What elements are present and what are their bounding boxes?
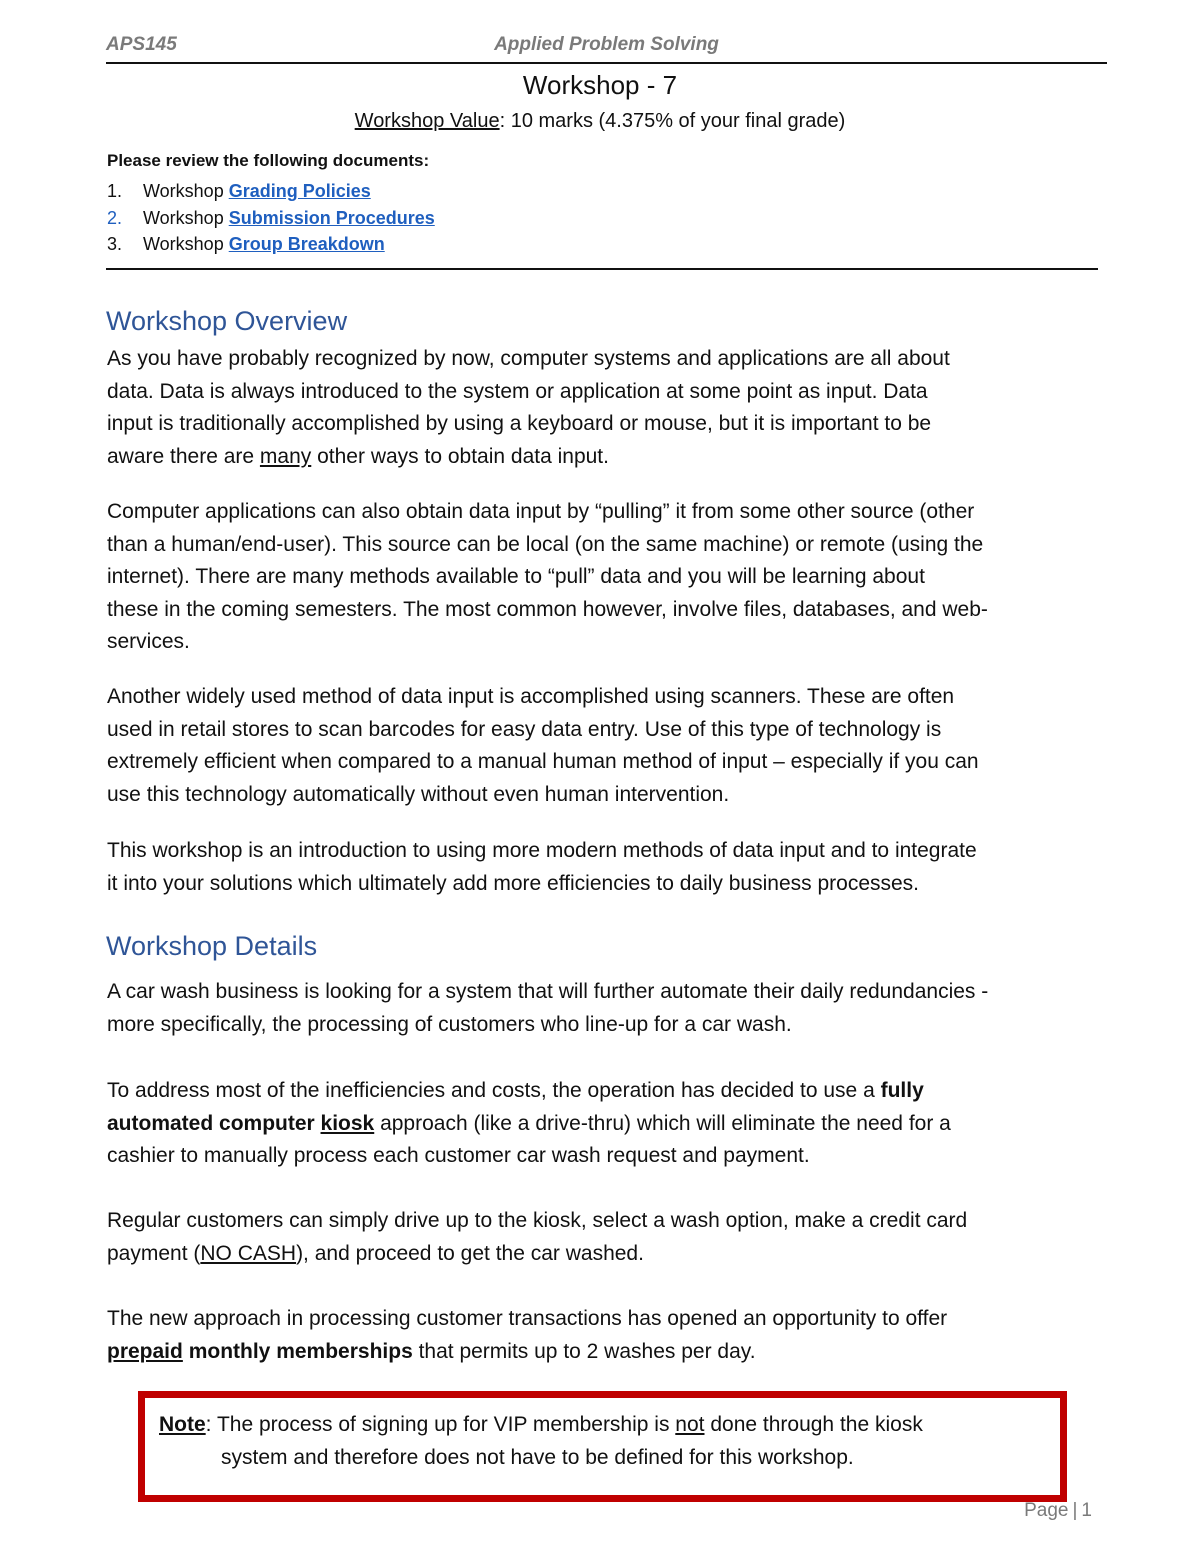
details-paragraph-2	[107, 1075, 1107, 1173]
text-line: As you have probably recognized by now, computer systems and applications are all about	[107, 347, 950, 370]
text-line: use this technology automatically without even human intervention.	[107, 782, 730, 806]
text-line: internet). There are many methods available to “pull” data and you will be learning about	[107, 565, 925, 589]
list-item	[107, 205, 435, 232]
overview-paragraph-4	[107, 835, 1107, 900]
page-title: Workshop - 7	[522, 70, 678, 100]
list-item	[107, 231, 435, 258]
text-line: it into your solutions which ultimately add more efficiencies to daily business processes.	[107, 871, 920, 895]
text-span: ), and proceed to get the car washed.	[296, 1241, 644, 1265]
review-heading: Please review the following documents:	[107, 151, 430, 170]
text-span: that permits up to 2 washes per day.	[412, 1339, 756, 1363]
text-span: : The process of signing up for VIP membership is	[205, 1413, 676, 1436]
course-code: APS145	[106, 34, 177, 55]
underlined-text: NO CASH	[200, 1241, 297, 1265]
underlined-text: not	[675, 1413, 705, 1436]
text-line: more specifically, the processing of customers who line-up for a car wash.	[107, 1012, 792, 1036]
grading-policies-link[interactable]: Grading Policies	[228, 181, 371, 201]
text-line: Computer applications can also obtain data input by “pulling” it from some other source (other	[107, 500, 975, 523]
note-label: Note	[159, 1413, 206, 1436]
text-line: these in the coming semesters. The most common however, involve files, databases, and web-	[107, 597, 988, 621]
text-line: input is traditionally accomplished by using a keyboard or mouse, but it is important to be	[107, 412, 932, 436]
text-line	[107, 1108, 1107, 1141]
text-line	[107, 1075, 1107, 1108]
text-span: To address most of the inefficiencies and costs, the operation has decided to use a	[107, 1079, 881, 1102]
details-heading: Workshop Details	[106, 931, 318, 961]
text-line: Another widely used method of data input is accomplished using scanners. These are often	[107, 685, 955, 708]
page-number: 1	[1081, 1500, 1092, 1521]
text-line	[107, 1336, 1107, 1369]
bold-text: fully	[880, 1079, 924, 1102]
bold-underlined-text: kiosk	[320, 1111, 375, 1135]
text-line: used in retail stores to scan barcodes for easy data entry. Use of this type of technology is	[107, 717, 942, 741]
page-header	[106, 34, 1107, 62]
text-line: extremely efficient when compared to a manual human method of input – especially if you can	[107, 750, 979, 774]
list-prefix: Workshop	[143, 207, 229, 228]
text-line: This workshop is an introduction to using more modern methods of data input and to integrate	[107, 839, 977, 862]
text-line	[107, 441, 1107, 474]
course-subject: Applied Problem Solving	[494, 34, 719, 55]
text-line: cashier to manually process each customer car wash request and payment.	[107, 1144, 810, 1168]
text-line: services.	[107, 630, 190, 654]
list-number: 3.	[107, 234, 123, 254]
workshop-value	[0, 110, 1200, 133]
list-number: 2.	[107, 207, 123, 228]
text-line: than a human/end-user). This source can be local (on the same machine) or remote (using the	[107, 532, 984, 556]
text-span: other ways to obtain data input.	[311, 444, 609, 468]
submission-procedures-link[interactable]: Submission Procedures	[228, 207, 435, 228]
list-prefix: Workshop	[143, 234, 229, 254]
bold-text: automated computer	[107, 1111, 321, 1135]
text-span: payment (	[107, 1241, 201, 1265]
overview-heading: Workshop Overview	[106, 306, 348, 336]
list-prefix: Workshop	[143, 181, 229, 201]
text-line: Regular customers can simply drive up to the kiosk, select a wash option, make a credit card	[107, 1209, 968, 1232]
text-line: A car wash business is looking for a system that will further automate their daily redundancies -	[107, 980, 989, 1003]
text-span: aware there are	[107, 444, 260, 468]
note-box	[138, 1391, 1067, 1502]
details-paragraph-3	[107, 1205, 1107, 1270]
bold-text: monthly memberships	[182, 1339, 413, 1363]
section-rule	[106, 268, 1098, 270]
text-line: data. Data is always introduced to the system or application at some point as input. Data	[107, 379, 928, 403]
page-footer	[1024, 1500, 1092, 1522]
text-span: done through the kiosk	[704, 1413, 923, 1436]
footer-separator: |	[1072, 1500, 1078, 1521]
workshop-value-text: : 10 marks (4.375% of your final grade)	[499, 110, 846, 132]
text-span: approach (like a drive-thru) which will eliminate the need for a	[374, 1111, 951, 1135]
underlined-text: many	[259, 444, 312, 468]
text-line: The new approach in processing customer transactions has opened an opportunity to offer	[107, 1307, 948, 1330]
overview-paragraph-2	[107, 496, 1107, 659]
bold-underlined-text: prepaid	[107, 1339, 183, 1363]
document-list	[107, 178, 435, 258]
page-label: Page	[1024, 1500, 1069, 1521]
group-breakdown-link[interactable]: Group Breakdown	[228, 234, 385, 254]
overview-paragraph-3	[107, 681, 1107, 811]
details-paragraph-1	[107, 976, 1107, 1041]
workshop-value-label: Workshop Value	[354, 110, 500, 132]
list-number: 1.	[107, 181, 123, 201]
note-line: system and therefore does not have to be defined for this workshop.	[221, 1446, 854, 1469]
details-paragraph-4	[107, 1303, 1107, 1368]
text-line	[107, 1238, 1107, 1271]
note-line	[159, 1413, 923, 1437]
overview-paragraph-1	[107, 343, 1107, 473]
header-rule	[106, 62, 1107, 64]
list-item	[107, 178, 435, 205]
